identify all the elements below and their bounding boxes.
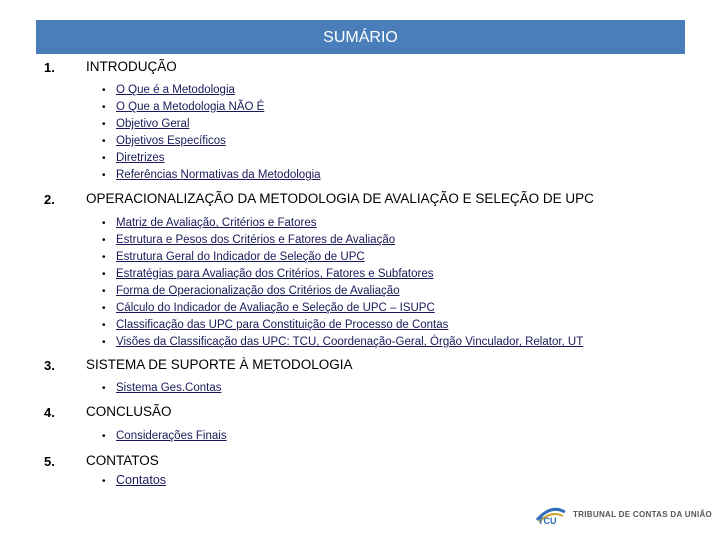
toc-link[interactable]: Estratégias para Avaliação dos Critérios, Fatores e Subfatores <box>116 268 434 280</box>
section-number: 5. <box>44 454 55 469</box>
list-item[interactable] <box>102 232 395 249</box>
bullet-icon: • <box>102 170 106 181</box>
tcu-logo-icon <box>535 502 567 526</box>
bullet-icon: • <box>102 153 106 164</box>
list-item[interactable] <box>102 300 435 317</box>
list-item[interactable] <box>102 116 190 133</box>
bullet-icon: • <box>102 303 106 314</box>
bullet-icon: • <box>102 337 106 348</box>
toc-link[interactable]: Sistema Ges.Contas <box>116 382 222 394</box>
list-item[interactable] <box>102 249 365 266</box>
toc-link[interactable]: Estrutura Geral do Indicador de Seleção de UPC <box>116 251 365 263</box>
list-item[interactable] <box>102 99 264 116</box>
bullet-icon: • <box>102 119 106 130</box>
section-number: 3. <box>44 358 55 373</box>
section-title-sistema: SISTEMA DE SUPORTE À METODOLOGIA <box>86 357 353 372</box>
list-item[interactable] <box>102 334 583 351</box>
list-item[interactable] <box>102 215 316 232</box>
list-item[interactable] <box>102 150 165 167</box>
section-title-conclusao: CONCLUSÃO <box>86 404 172 419</box>
toc-link[interactable]: Diretrizes <box>116 152 165 164</box>
toc-link[interactable]: Contatos <box>116 473 167 487</box>
logo-text: TRIBUNAL DE CONTAS DA UNIÃO <box>573 509 713 519</box>
bullet-icon: • <box>102 218 106 229</box>
section-number: 4. <box>44 405 55 420</box>
section-title-introducao: INTRODUÇÃO <box>86 59 177 74</box>
bullet-icon: • <box>102 85 106 96</box>
bullet-icon: • <box>102 102 106 113</box>
bullet-icon: • <box>102 383 106 394</box>
bullet-icon: • <box>102 286 106 297</box>
svg-text:TCU: TCU <box>538 516 557 526</box>
toc-link[interactable]: Referências Normativas da Metodologia <box>116 169 321 181</box>
bullet-icon: • <box>102 136 106 147</box>
toc-link[interactable]: Objetivo Geral <box>116 118 190 130</box>
bullet-icon: • <box>102 252 106 263</box>
toc-link[interactable]: Estrutura e Pesos dos Critérios e Fatores de Avaliação <box>116 234 396 246</box>
bullet-icon: • <box>102 476 106 487</box>
toc-link[interactable]: Forma de Operacionalização dos Critérios de Avaliação <box>116 285 400 297</box>
list-item[interactable] <box>102 167 321 184</box>
toc-link[interactable]: Objetivos Específicos <box>116 135 226 147</box>
toc-link[interactable]: Visões da Classificação das UPC: TCU, Coordenação-Geral, Órgão Vinculador, Relator, UT <box>116 336 584 348</box>
list-item[interactable] <box>102 472 166 490</box>
list-item[interactable] <box>102 283 400 300</box>
list-item[interactable] <box>102 428 227 445</box>
list-item[interactable] <box>102 82 235 99</box>
tcu-logo <box>535 500 712 528</box>
bullet-icon: • <box>102 431 106 442</box>
toc-link[interactable]: Cálculo do Indicador de Avaliação e Seleção de UPC – ISUPC <box>116 302 435 314</box>
list-item[interactable] <box>102 317 448 334</box>
toc-link[interactable]: O Que a Metodologia NÃO É <box>116 101 265 113</box>
section-title-operacionalizacao: OPERACIONALIZAÇÃO DA METODOLOGIA DE AVALIAÇÃO E SELEÇÃO DE UPC <box>86 191 594 206</box>
list-item[interactable] <box>102 133 226 150</box>
bullet-icon: • <box>102 235 106 246</box>
summary-header: SUMÁRIO <box>36 20 685 54</box>
toc-link[interactable]: Classificação das UPC para Constituição de Processo de Contas <box>116 319 449 331</box>
bullet-icon: • <box>102 320 106 331</box>
toc-link[interactable]: Matriz de Avaliação, Critérios e Fatores <box>116 217 317 229</box>
section-number: 2. <box>44 192 55 207</box>
bullet-icon: • <box>102 269 106 280</box>
toc-link[interactable]: O Que é a Metodologia <box>116 84 235 96</box>
section-number: 1. <box>44 60 55 75</box>
toc-link[interactable]: Considerações Finais <box>116 430 227 442</box>
section-title-contatos: CONTATOS <box>86 453 159 468</box>
list-item[interactable] <box>102 380 221 397</box>
list-item[interactable] <box>102 266 433 283</box>
